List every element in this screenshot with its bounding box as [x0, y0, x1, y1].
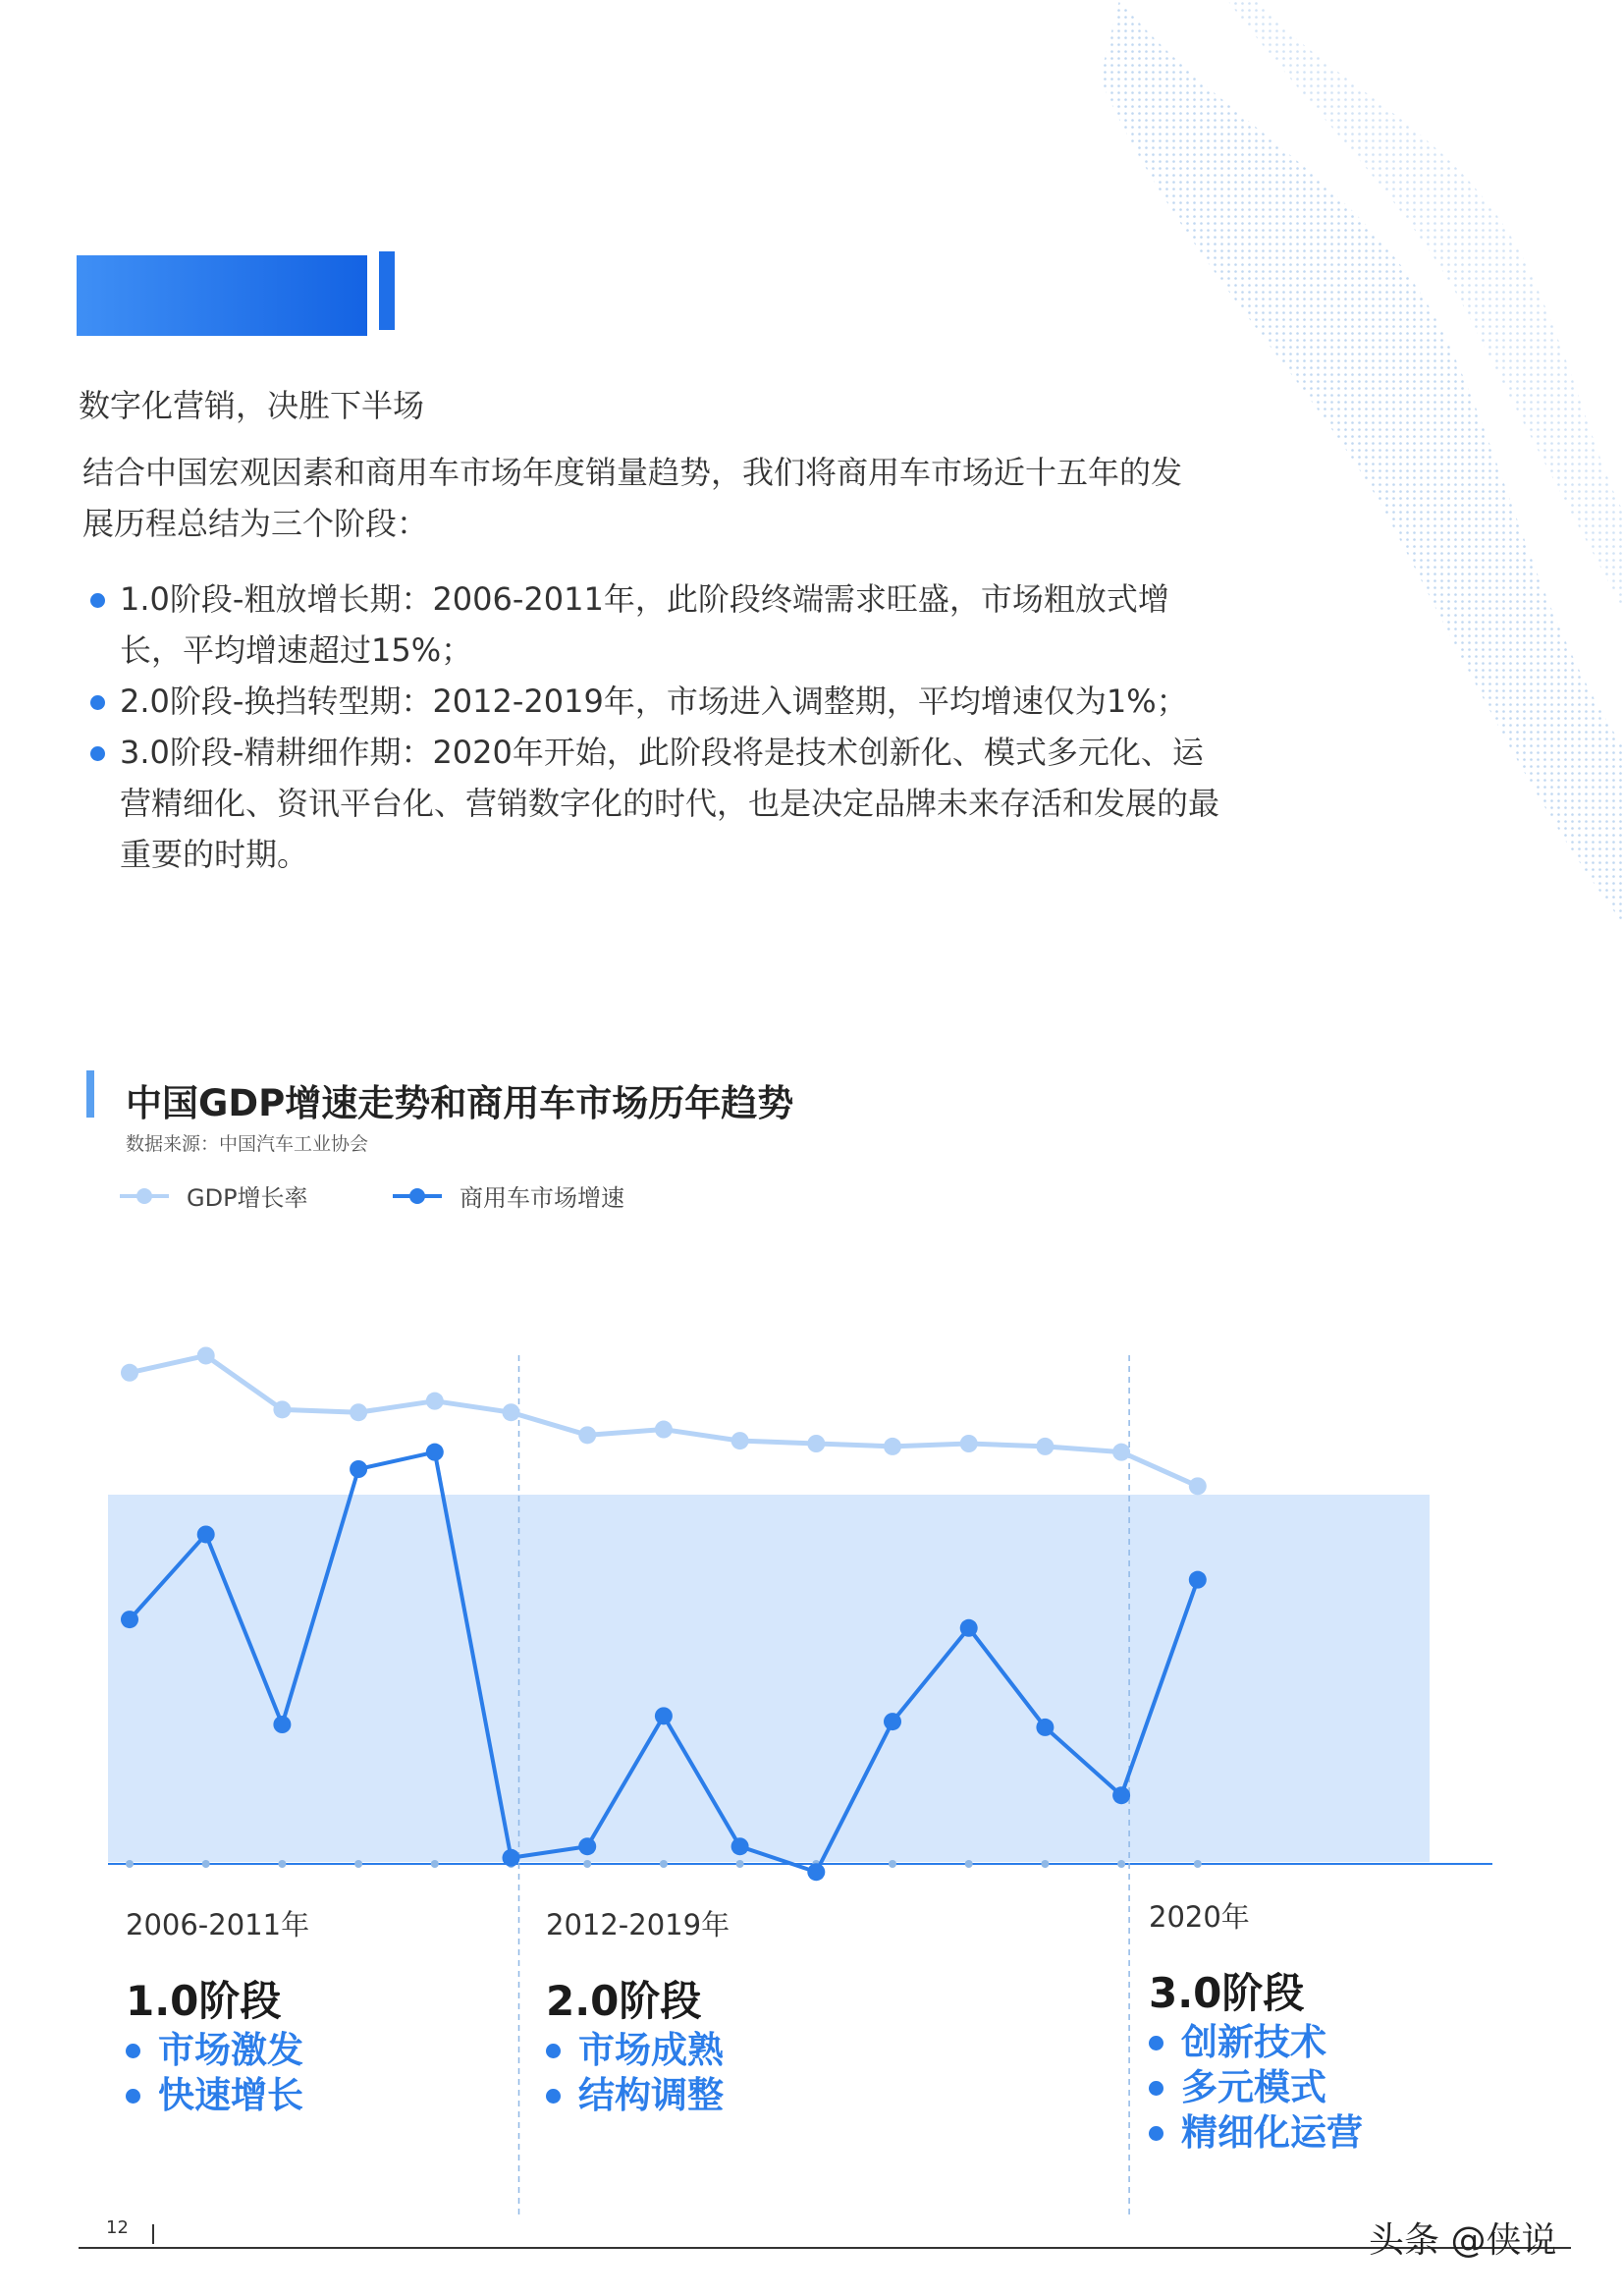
footer-rule: [79, 2247, 1571, 2249]
data-point-1: [426, 1444, 444, 1461]
bullet-dot-icon: [126, 2044, 140, 2058]
chart-source: 数据来源：中国汽车工业协会: [126, 1133, 369, 1155]
data-point-1: [960, 1619, 978, 1637]
section-header-accent: [379, 251, 395, 330]
x-tick-dot: [583, 1860, 591, 1868]
stage-name: 2.0阶段: [546, 1977, 702, 2025]
x-tick-dot: [1117, 1860, 1125, 1868]
stage-block-1: [126, 1903, 309, 2118]
stage-years: 2006-2011年: [126, 1908, 310, 1941]
stage-keyword-text: 精细化运营: [1181, 2111, 1363, 2154]
phase-item: [90, 676, 1229, 727]
data-point-1: [807, 1863, 825, 1881]
bullet-dot-icon: [90, 695, 105, 710]
legend-label-cv: 商用车市场增速: [460, 1184, 624, 1212]
data-point-0: [655, 1421, 673, 1439]
bullet-dot-icon: [546, 2089, 561, 2104]
stage-block-3: [1149, 1895, 1363, 2156]
bullet-dot-icon: [546, 2044, 561, 2058]
data-point-1: [655, 1707, 673, 1724]
legend-item-gdp: [120, 1178, 308, 1213]
stage-keyword: [1149, 2065, 1363, 2110]
page-number: 12: [106, 2217, 129, 2238]
legend-swatch-cv: [393, 1186, 442, 1206]
x-tick-dot: [660, 1860, 668, 1868]
stage-keyword: [546, 2073, 730, 2118]
data-point-1: [884, 1713, 901, 1730]
x-tick-dot: [202, 1860, 210, 1868]
chart-title: 中国GDP增速走势和商用车市场历年趋势: [126, 1082, 794, 1124]
stage-keyword: [126, 2073, 309, 2118]
data-point-0: [960, 1435, 978, 1452]
stage-name: 1.0阶段: [126, 1977, 282, 2025]
stage-keyword: [546, 2028, 730, 2073]
data-point-0: [731, 1432, 749, 1449]
bullet-dot-icon: [90, 593, 105, 608]
x-tick-dot: [126, 1860, 134, 1868]
x-tick-dot: [431, 1860, 439, 1868]
phase-item-text: 2.0阶段-换挡转型期：2012-2019年，市场进入调整期，平均增速仅为1%；: [120, 683, 1188, 720]
data-point-0: [1189, 1477, 1207, 1495]
section-header-bar: [77, 255, 367, 336]
stage-years: 2012-2019年: [546, 1908, 730, 1941]
phase-list: [90, 574, 1229, 880]
stage-keyword-text: 多元模式: [1181, 2066, 1326, 2108]
bullet-dot-icon: [90, 746, 105, 761]
data-point-0: [503, 1403, 520, 1421]
stage-keyword-text: 创新技术: [1181, 2021, 1326, 2063]
data-point-1: [503, 1849, 520, 1867]
phase-item-text: 3.0阶段-精耕细作期：2020年开始，此阶段将是技术创新化、模式多元化、运营精细化、资讯平台化、营销数字化的时代，也是决定品牌未来存活和发展的最重要的时期。: [120, 734, 1220, 873]
intro-paragraph: 结合中国宏观因素和商用车市场年度销量趋势，我们将商用车市场近十五年的发展历程总结为三个阶段：: [82, 454, 1183, 542]
stage-block-2: [546, 1903, 730, 2118]
data-point-0: [350, 1403, 367, 1421]
data-point-1: [121, 1611, 138, 1628]
stage-name: 3.0阶段: [1149, 1969, 1305, 2017]
x-tick-dot: [736, 1860, 744, 1868]
data-point-0: [578, 1426, 596, 1444]
data-point-1: [350, 1460, 367, 1478]
watermark: 头条 @侠说: [1369, 2220, 1557, 2261]
bullet-dot-icon: [1149, 2126, 1163, 2141]
bullet-dot-icon: [1149, 2036, 1163, 2050]
legend-item-cv: [393, 1178, 624, 1213]
data-point-0: [884, 1438, 901, 1455]
x-tick-dot: [965, 1860, 973, 1868]
data-point-0: [197, 1346, 215, 1364]
data-point-0: [121, 1364, 138, 1382]
section-subtitle: 数字化营销，决胜下半场: [79, 387, 425, 424]
legend-label-gdp: GDP增长率: [187, 1184, 308, 1212]
data-point-1: [273, 1716, 291, 1733]
x-tick-dot: [889, 1860, 896, 1868]
phase-item-text: 1.0阶段-粗放增长期：2006-2011年，此阶段终端需求旺盛，市场粗放式增长，平均增速超过15%；: [120, 580, 1169, 669]
stage-keyword-text: 市场激发: [158, 2029, 303, 2071]
stage-keyword: [126, 2028, 309, 2073]
data-point-0: [273, 1400, 291, 1418]
data-point-1: [731, 1837, 749, 1855]
stage-keyword: [1149, 2110, 1363, 2156]
stage-keyword-text: 市场成熟: [578, 2029, 724, 2071]
data-point-1: [197, 1525, 215, 1543]
stage-keyword: [1149, 2020, 1363, 2065]
page-number-tick: [152, 2224, 154, 2244]
data-point-0: [807, 1435, 825, 1452]
x-tick-dot: [1041, 1860, 1049, 1868]
data-point-1: [578, 1837, 596, 1855]
phase-item: [90, 574, 1229, 676]
x-tick-dot: [354, 1860, 362, 1868]
bullet-dot-icon: [126, 2089, 140, 2104]
data-point-1: [1036, 1719, 1054, 1736]
bullet-dot-icon: [1149, 2081, 1163, 2096]
data-point-1: [1112, 1786, 1130, 1804]
stage-keyword-text: 快速增长: [158, 2074, 303, 2116]
legend-swatch-gdp: [120, 1186, 169, 1206]
data-point-0: [1036, 1438, 1054, 1455]
data-point-0: [426, 1393, 444, 1410]
chart-band: [108, 1495, 1430, 1862]
chart-title-accent: [86, 1070, 94, 1118]
data-point-1: [1189, 1571, 1207, 1589]
x-tick-dot: [278, 1860, 286, 1868]
data-point-0: [1112, 1444, 1130, 1461]
stage-years: 2020年: [1149, 1900, 1250, 1934]
stage-keyword-text: 结构调整: [578, 2074, 724, 2116]
phase-item: [90, 727, 1229, 880]
x-tick-dot: [1194, 1860, 1202, 1868]
